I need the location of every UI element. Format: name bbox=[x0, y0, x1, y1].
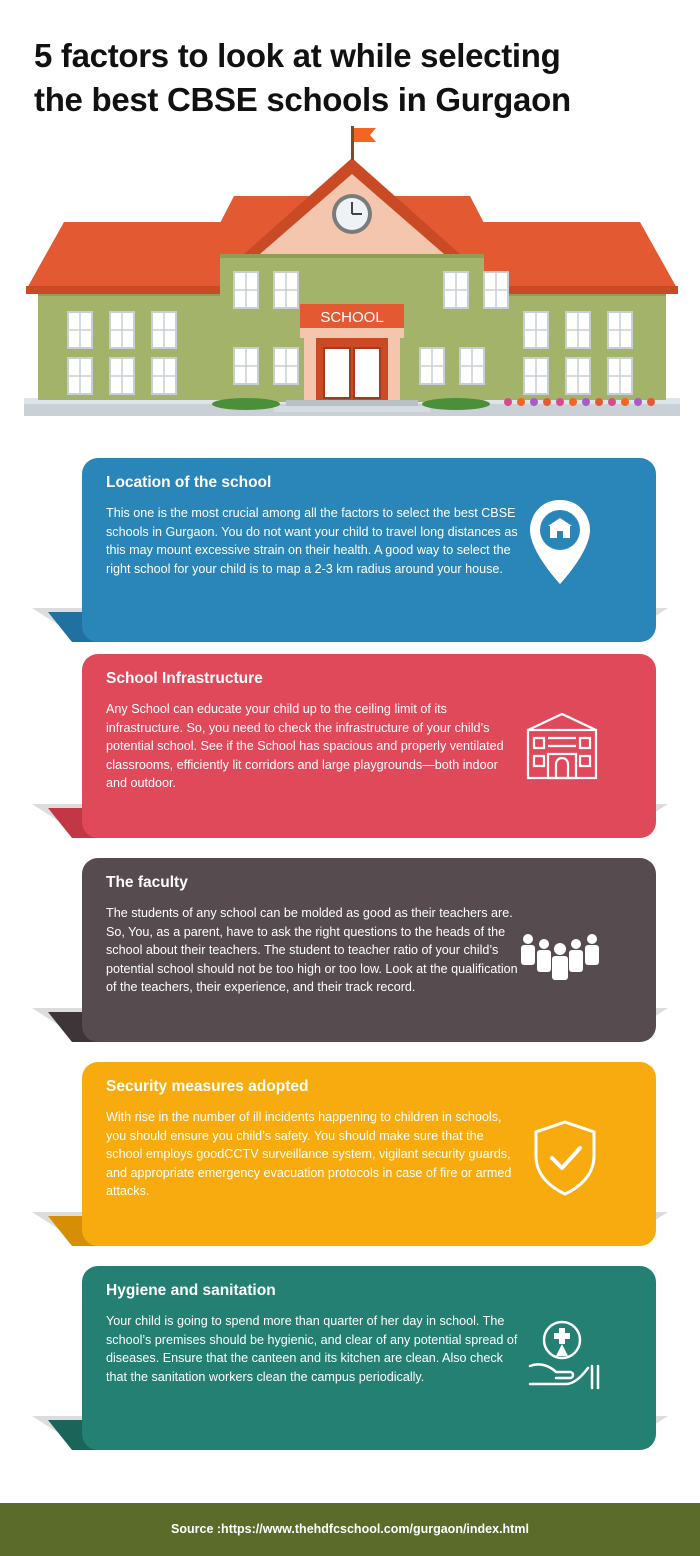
school-sign: SCHOOL bbox=[320, 309, 384, 326]
building-icon bbox=[524, 710, 600, 782]
flower bbox=[517, 398, 525, 406]
location-pin-school-icon bbox=[526, 496, 594, 588]
factor-card-security bbox=[32, 1062, 668, 1246]
factor-description: This one is the most crucial among all the factors to select the best CBSE schools in Gurgaon. You do not want your child to travel long distances as this may mount excessive strain on their health. A good way to select the right school for your child is to map a 2-3 km radius around your house. bbox=[106, 506, 518, 576]
factor-description: The students of any school can be molded as good as their teachers are. So, You, as a parent, have to ask the right questions to the heads of the school about their teachers. The student to teacher ratio of your child’s potential school should not be too high or too low. Look at the qualification of the teachers, their experience, and their track record. bbox=[106, 906, 518, 995]
hand-medical-cross-icon bbox=[526, 1316, 602, 1392]
page-title-line-1: 5 factors to look at while selecting bbox=[34, 37, 561, 74]
flower bbox=[543, 398, 551, 406]
factor-card-infrastructure bbox=[32, 654, 668, 838]
source-link-text: Source :https://www.thehdfcschool.com/gurgaon/index.html bbox=[171, 1522, 529, 1536]
school-building-illustration bbox=[24, 122, 680, 422]
factor-card-body bbox=[82, 654, 656, 838]
people-group-icon bbox=[518, 930, 602, 982]
factor-card-body bbox=[82, 858, 656, 1042]
factor-card-body bbox=[82, 458, 656, 642]
factor-title: Location of the school bbox=[106, 474, 272, 491]
page-title bbox=[34, 34, 674, 122]
flower bbox=[556, 398, 564, 406]
factor-description: With rise in the number of ill incidents happening to children in schools, you should ensure you child’s safety. You should make sure that the school employs goodCCTV surveillance system, vigilant security guards, and appropriate emergency evacuation protocols in case of fire or armed attacks. bbox=[106, 1110, 512, 1199]
clock-icon bbox=[332, 194, 372, 234]
flower bbox=[530, 398, 538, 406]
flower bbox=[647, 398, 655, 406]
page-title-line-2: the best CBSE schools in Gurgaon bbox=[34, 81, 571, 118]
flower bbox=[569, 398, 577, 406]
flower bbox=[634, 398, 642, 406]
shield-check-icon bbox=[530, 1118, 600, 1198]
factor-card-hygiene bbox=[32, 1266, 668, 1450]
flag-icon bbox=[354, 128, 376, 142]
factor-description: Any School can educate your child up to the ceiling limit of its infrastructure. So, you need to check the infrastructure of your child’s potential school. See if the School has spacious and properly ventilated classrooms, efficiently lit corridors and large playgrounds—both indoor and outdoor. bbox=[106, 702, 504, 791]
factor-card-body bbox=[82, 1062, 656, 1246]
factor-card-body bbox=[82, 1266, 656, 1450]
source-footer bbox=[0, 1503, 700, 1556]
flower bbox=[582, 398, 590, 406]
flower bbox=[595, 398, 603, 406]
factor-title: The faculty bbox=[106, 874, 188, 891]
factor-description: Your child is going to spend more than quarter of her day in school. The school’s premises should be hygienic, and clear of any potential spread of diseases. Ensure that the canteen and its kitchen are clean. Also check that the sanitation workers clean the campus periodically. bbox=[106, 1314, 518, 1384]
factor-card-faculty bbox=[32, 858, 668, 1042]
factor-title: Hygiene and sanitation bbox=[106, 1282, 276, 1299]
flower bbox=[608, 398, 616, 406]
factor-card-location bbox=[32, 458, 668, 642]
flower bbox=[504, 398, 512, 406]
flower bbox=[621, 398, 629, 406]
factor-title: School Infrastructure bbox=[106, 670, 263, 687]
factor-title: Security measures adopted bbox=[106, 1078, 309, 1095]
